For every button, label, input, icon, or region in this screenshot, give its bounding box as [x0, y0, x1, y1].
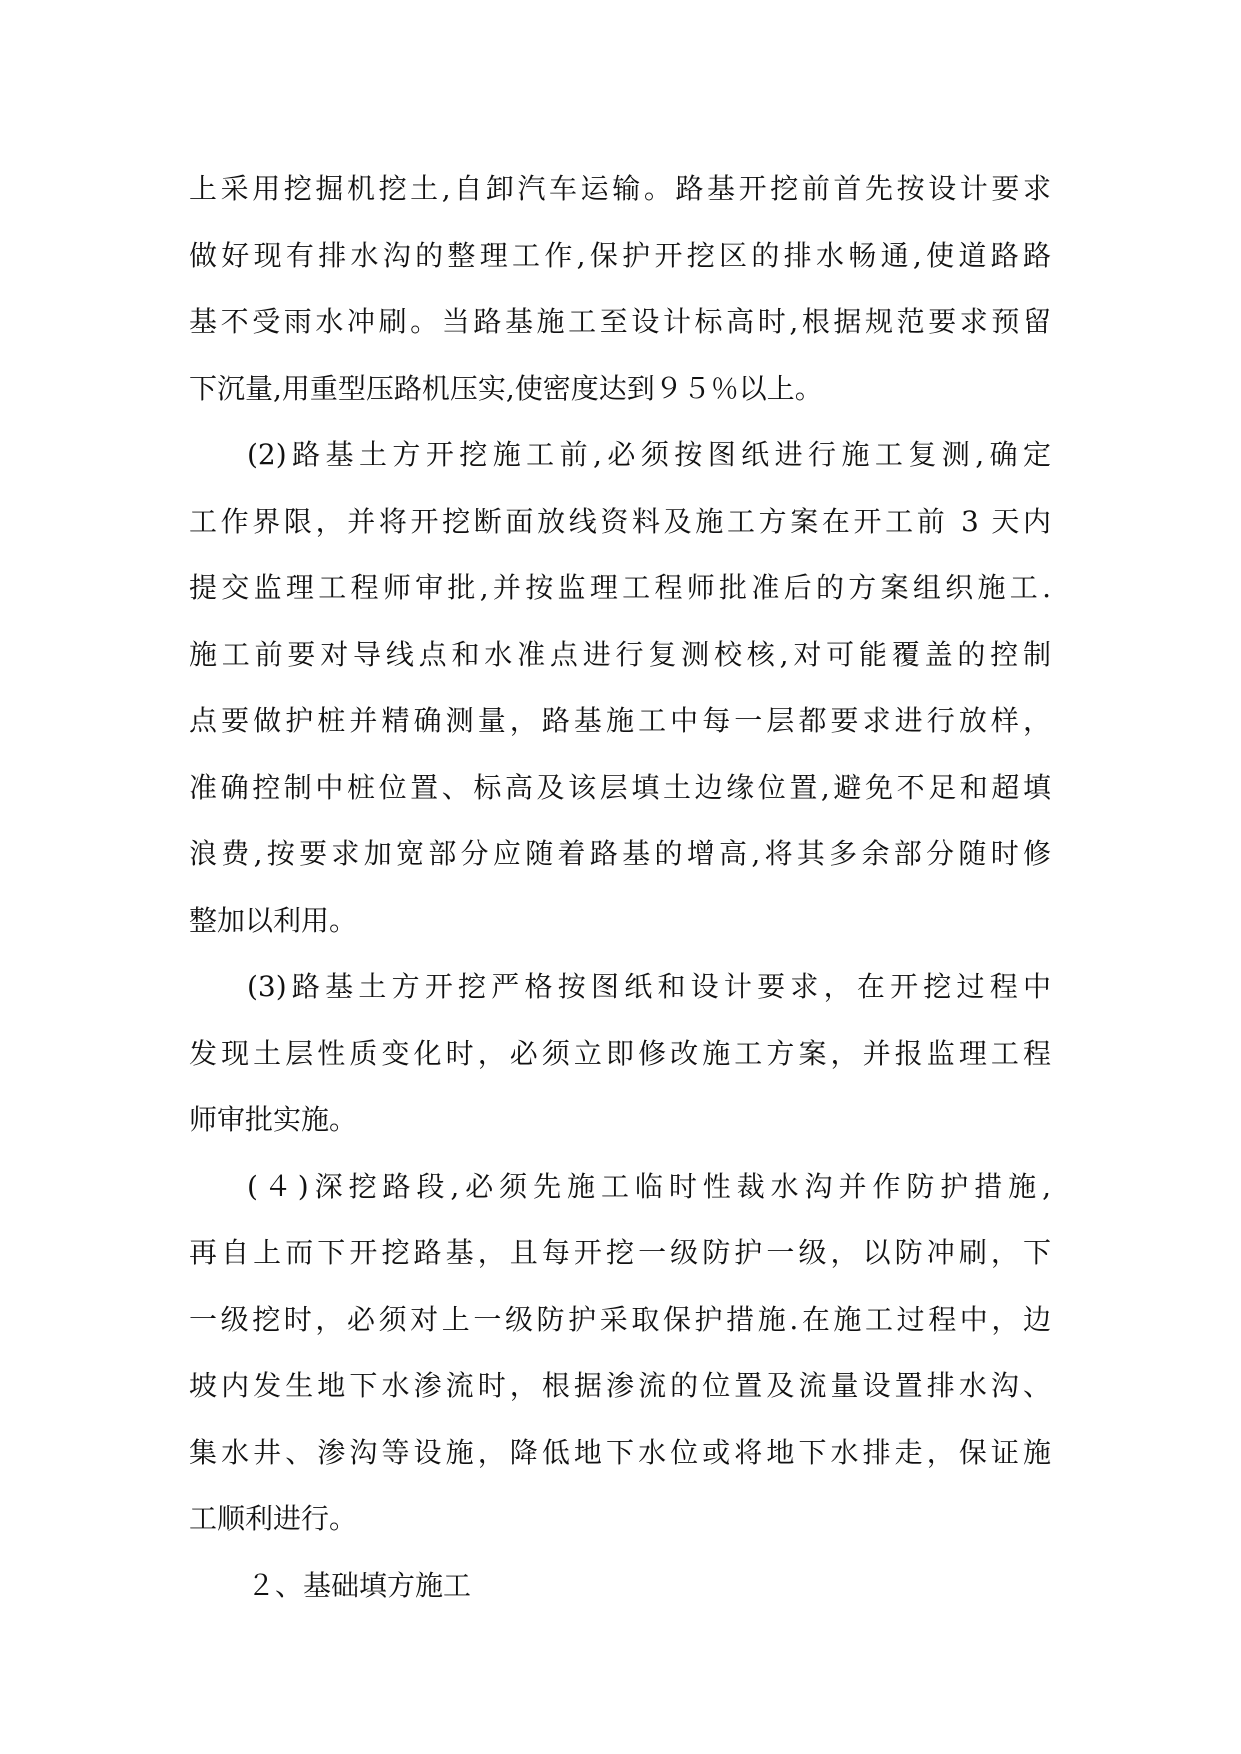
- text-line: 浪费,按要求加宽部分应随着路基的增高,将其多余部分随时修: [189, 837, 1051, 870]
- text-line: 工顺利进行。: [189, 1502, 358, 1535]
- document-body: [189, 156, 1051, 1619]
- text-line: 提交监理工程师审批,并按监理工程师批准后的方案组织施工.: [189, 571, 1051, 604]
- text-line: 下沉量,用重型压路机压实,使密度达到９５％以上。: [189, 371, 823, 405]
- paragraph-3-first-line: (3)路基土方开挖严格按图纸和设计要求，在开挖过程中: [247, 970, 1051, 1003]
- text-line: 坡内发生地下水渗流时，根据渗流的位置及流量设置排水沟、: [189, 1369, 1051, 1402]
- text-line: 工作界限，并将开挖断面放线资料及施工方案在开工前 3 天内: [189, 504, 1051, 538]
- paragraph-2-first-line: (2)路基土方开挖施工前,必须按图纸进行施工复测,确定: [247, 438, 1051, 471]
- text-line: 点要做护桩并精确测量，路基施工中每一层都要求进行放样，: [189, 704, 1051, 737]
- text-line: 发现土层性质变化时，必须立即修改施工方案，并报监理工程: [189, 1036, 1051, 1070]
- text-line: 上采用挖掘机挖土,自卸汽车运输。路基开挖前首先按设计要求: [189, 172, 1051, 205]
- text-line: 整加以利用。: [189, 903, 358, 937]
- text-line: 再自上而下开挖路基，且每开挖一级防护一级，以防冲刷，下: [189, 1236, 1051, 1269]
- text-line: 一级挖时，必须对上一级防护采取保护措施.在施工过程中，边: [189, 1302, 1051, 1336]
- text-line: 师审批实施。: [189, 1103, 358, 1136]
- section-heading: ２、基础填方施工: [247, 1568, 472, 1602]
- paragraph-4-first-line: (４)深挖路段,必须先施工临时性裁水沟并作防护措施,: [247, 1169, 1051, 1203]
- text-line: 基不受雨水冲刷。当路基施工至设计标高时,根据规范要求预留: [189, 305, 1051, 338]
- text-line: 集水井、渗沟等设施，降低地下水位或将地下水排走，保证施: [189, 1435, 1051, 1469]
- text-line: 准确控制中桩位置、标高及该层填土边缘位置,避免不足和超填: [189, 770, 1051, 804]
- text-line: 做好现有排水沟的整理工作,保护开挖区的排水畅通,使道路路: [189, 238, 1051, 272]
- text-line: 施工前要对导线点和水准点进行复测校核,对可能覆盖的控制: [189, 637, 1051, 671]
